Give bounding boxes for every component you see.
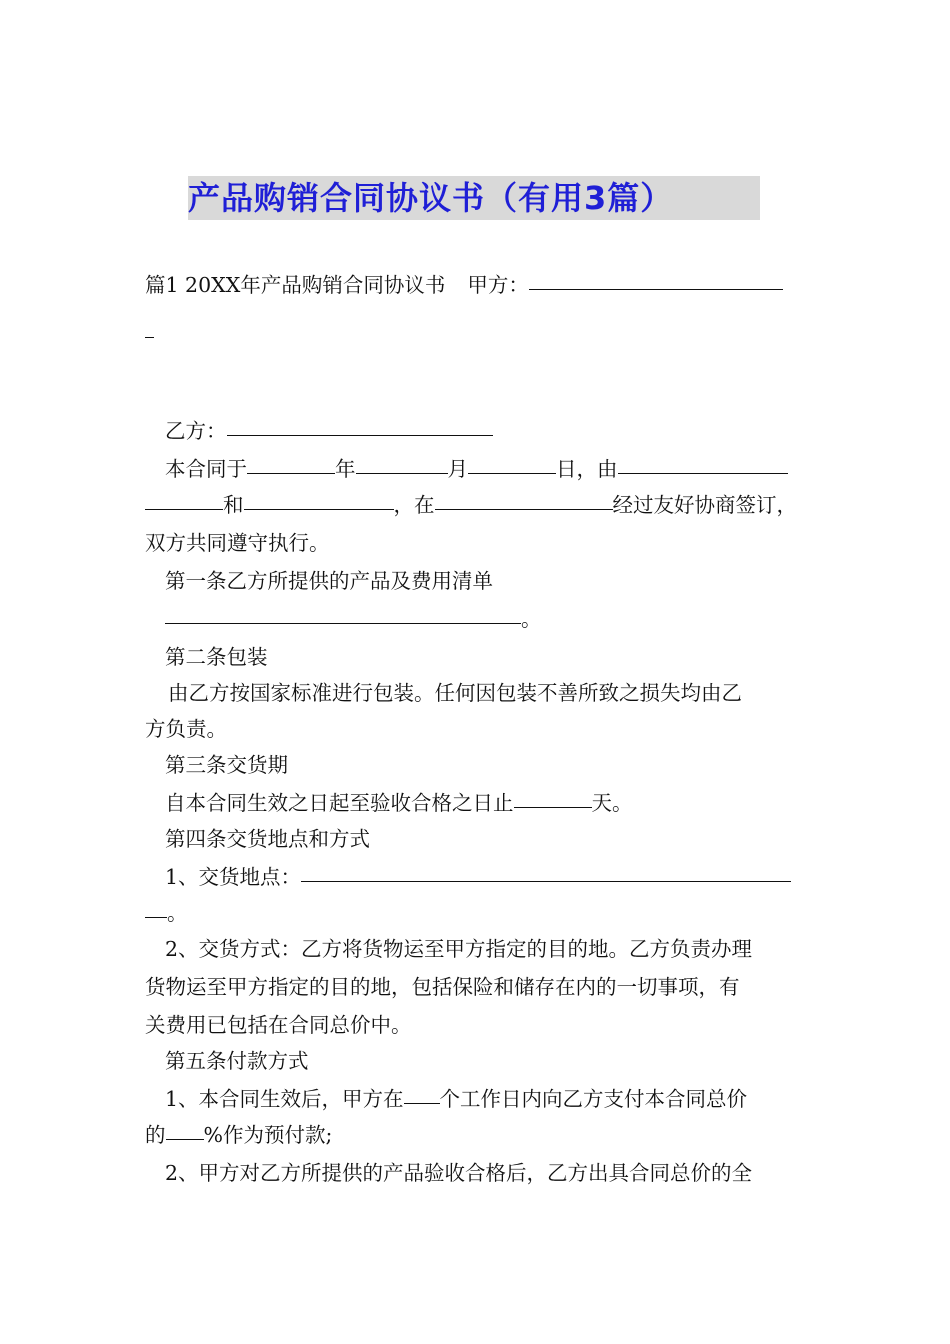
clause4-item1-cont bbox=[145, 898, 815, 928]
article-heading: 篇1 20XX年产品购销合同协议书 bbox=[145, 273, 446, 297]
day-blank[interactable] bbox=[468, 472, 556, 474]
clause4-item1-end: 。 bbox=[167, 901, 188, 925]
delivery-place-label: 1、交货地点： bbox=[165, 865, 302, 889]
clause5-item1-line2-prefix: 的 bbox=[145, 1123, 166, 1147]
signed-line-1 bbox=[165, 454, 835, 484]
clause5-item1-1 bbox=[165, 1084, 835, 1114]
workdays-blank[interactable] bbox=[404, 1102, 440, 1104]
party-a-continuation bbox=[145, 318, 815, 348]
clause3-title: 第三条交货期 bbox=[165, 753, 288, 777]
year-blank[interactable] bbox=[247, 472, 335, 474]
party-b-line bbox=[165, 416, 835, 446]
clause2-body-2: 方负责。 bbox=[145, 717, 227, 741]
clause2-body-1: 由乙方按国家标准进行包装。任何因包装不善所致之损失均由乙 bbox=[168, 681, 742, 705]
clause4-title: 第四条交货地点和方式 bbox=[165, 827, 370, 851]
and-label: 和 bbox=[223, 493, 244, 517]
delivery-days-blank[interactable] bbox=[514, 806, 592, 808]
clause1-blank-line bbox=[165, 604, 835, 634]
month-blank[interactable] bbox=[356, 472, 448, 474]
document-title: 产品购销合同协议书（有用3篇） bbox=[188, 176, 760, 220]
party-name-blank-2[interactable] bbox=[244, 508, 394, 510]
product-list-blank[interactable] bbox=[165, 622, 521, 624]
article-heading-line bbox=[145, 270, 815, 300]
signed-suffix: 经过友好协商签订， bbox=[612, 493, 797, 517]
clause4-item1 bbox=[165, 862, 835, 892]
clause2-title: 第二条包装 bbox=[165, 645, 268, 669]
year-label: 年 bbox=[335, 457, 356, 481]
party-name-blank-1[interactable] bbox=[618, 472, 788, 474]
day-label: 日，由 bbox=[556, 457, 618, 481]
party-b-label: 乙方： bbox=[165, 419, 227, 443]
signed-prefix: 本合同于 bbox=[165, 457, 247, 481]
clause5-item1-line2-suffix: %作为预付款; bbox=[203, 1123, 333, 1147]
clause1-title: 第一条乙方所提供的产品及费用清单 bbox=[165, 569, 493, 593]
party-a-blank[interactable] bbox=[529, 288, 783, 290]
month-label: 月 bbox=[447, 457, 468, 481]
clause1-end: 。 bbox=[521, 607, 542, 631]
prepayment-percent-blank[interactable] bbox=[166, 1138, 204, 1140]
place-blank[interactable] bbox=[435, 508, 613, 510]
clause5-item1-prefix: 1、本合同生效后，甲方在 bbox=[165, 1087, 404, 1111]
clause3-body bbox=[165, 788, 835, 818]
signed-line-3: 双方共同遵守执行。 bbox=[145, 531, 330, 555]
delivery-place-blank[interactable] bbox=[301, 880, 791, 882]
party-a-blank-cont[interactable] bbox=[145, 336, 154, 338]
party-name-blank-1-cont[interactable] bbox=[145, 508, 223, 510]
clause5-item1-mid: 个工作日内向乙方支付本合同总价 bbox=[439, 1087, 748, 1111]
clause4-item2-1: 2、交货方式：乙方将货物运至甲方指定的目的地。乙方负责办理 bbox=[165, 937, 753, 961]
clause4-item2-2: 货物运至甲方指定的目的地，包括保险和储存在内的一切事项，有 bbox=[145, 975, 740, 999]
clause5-item2-1: 2、甲方对乙方所提供的产品验收合格后，乙方出具合同总价的全 bbox=[165, 1161, 753, 1185]
clause4-item2-3: 关费用已包括在合同总价中。 bbox=[145, 1013, 412, 1037]
clause5-title: 第五条付款方式 bbox=[165, 1049, 309, 1073]
clause5-item1-2 bbox=[145, 1120, 815, 1150]
at-label: ，在 bbox=[393, 493, 435, 517]
party-b-blank[interactable] bbox=[227, 434, 493, 436]
party-a-label: 甲方： bbox=[467, 273, 529, 297]
clause3-body-prefix: 自本合同生效之日起至验收合格之日止 bbox=[165, 791, 514, 815]
signed-line-2 bbox=[145, 490, 815, 520]
delivery-place-blank-cont[interactable] bbox=[145, 916, 167, 918]
clause3-body-suffix: 天。 bbox=[591, 791, 633, 815]
